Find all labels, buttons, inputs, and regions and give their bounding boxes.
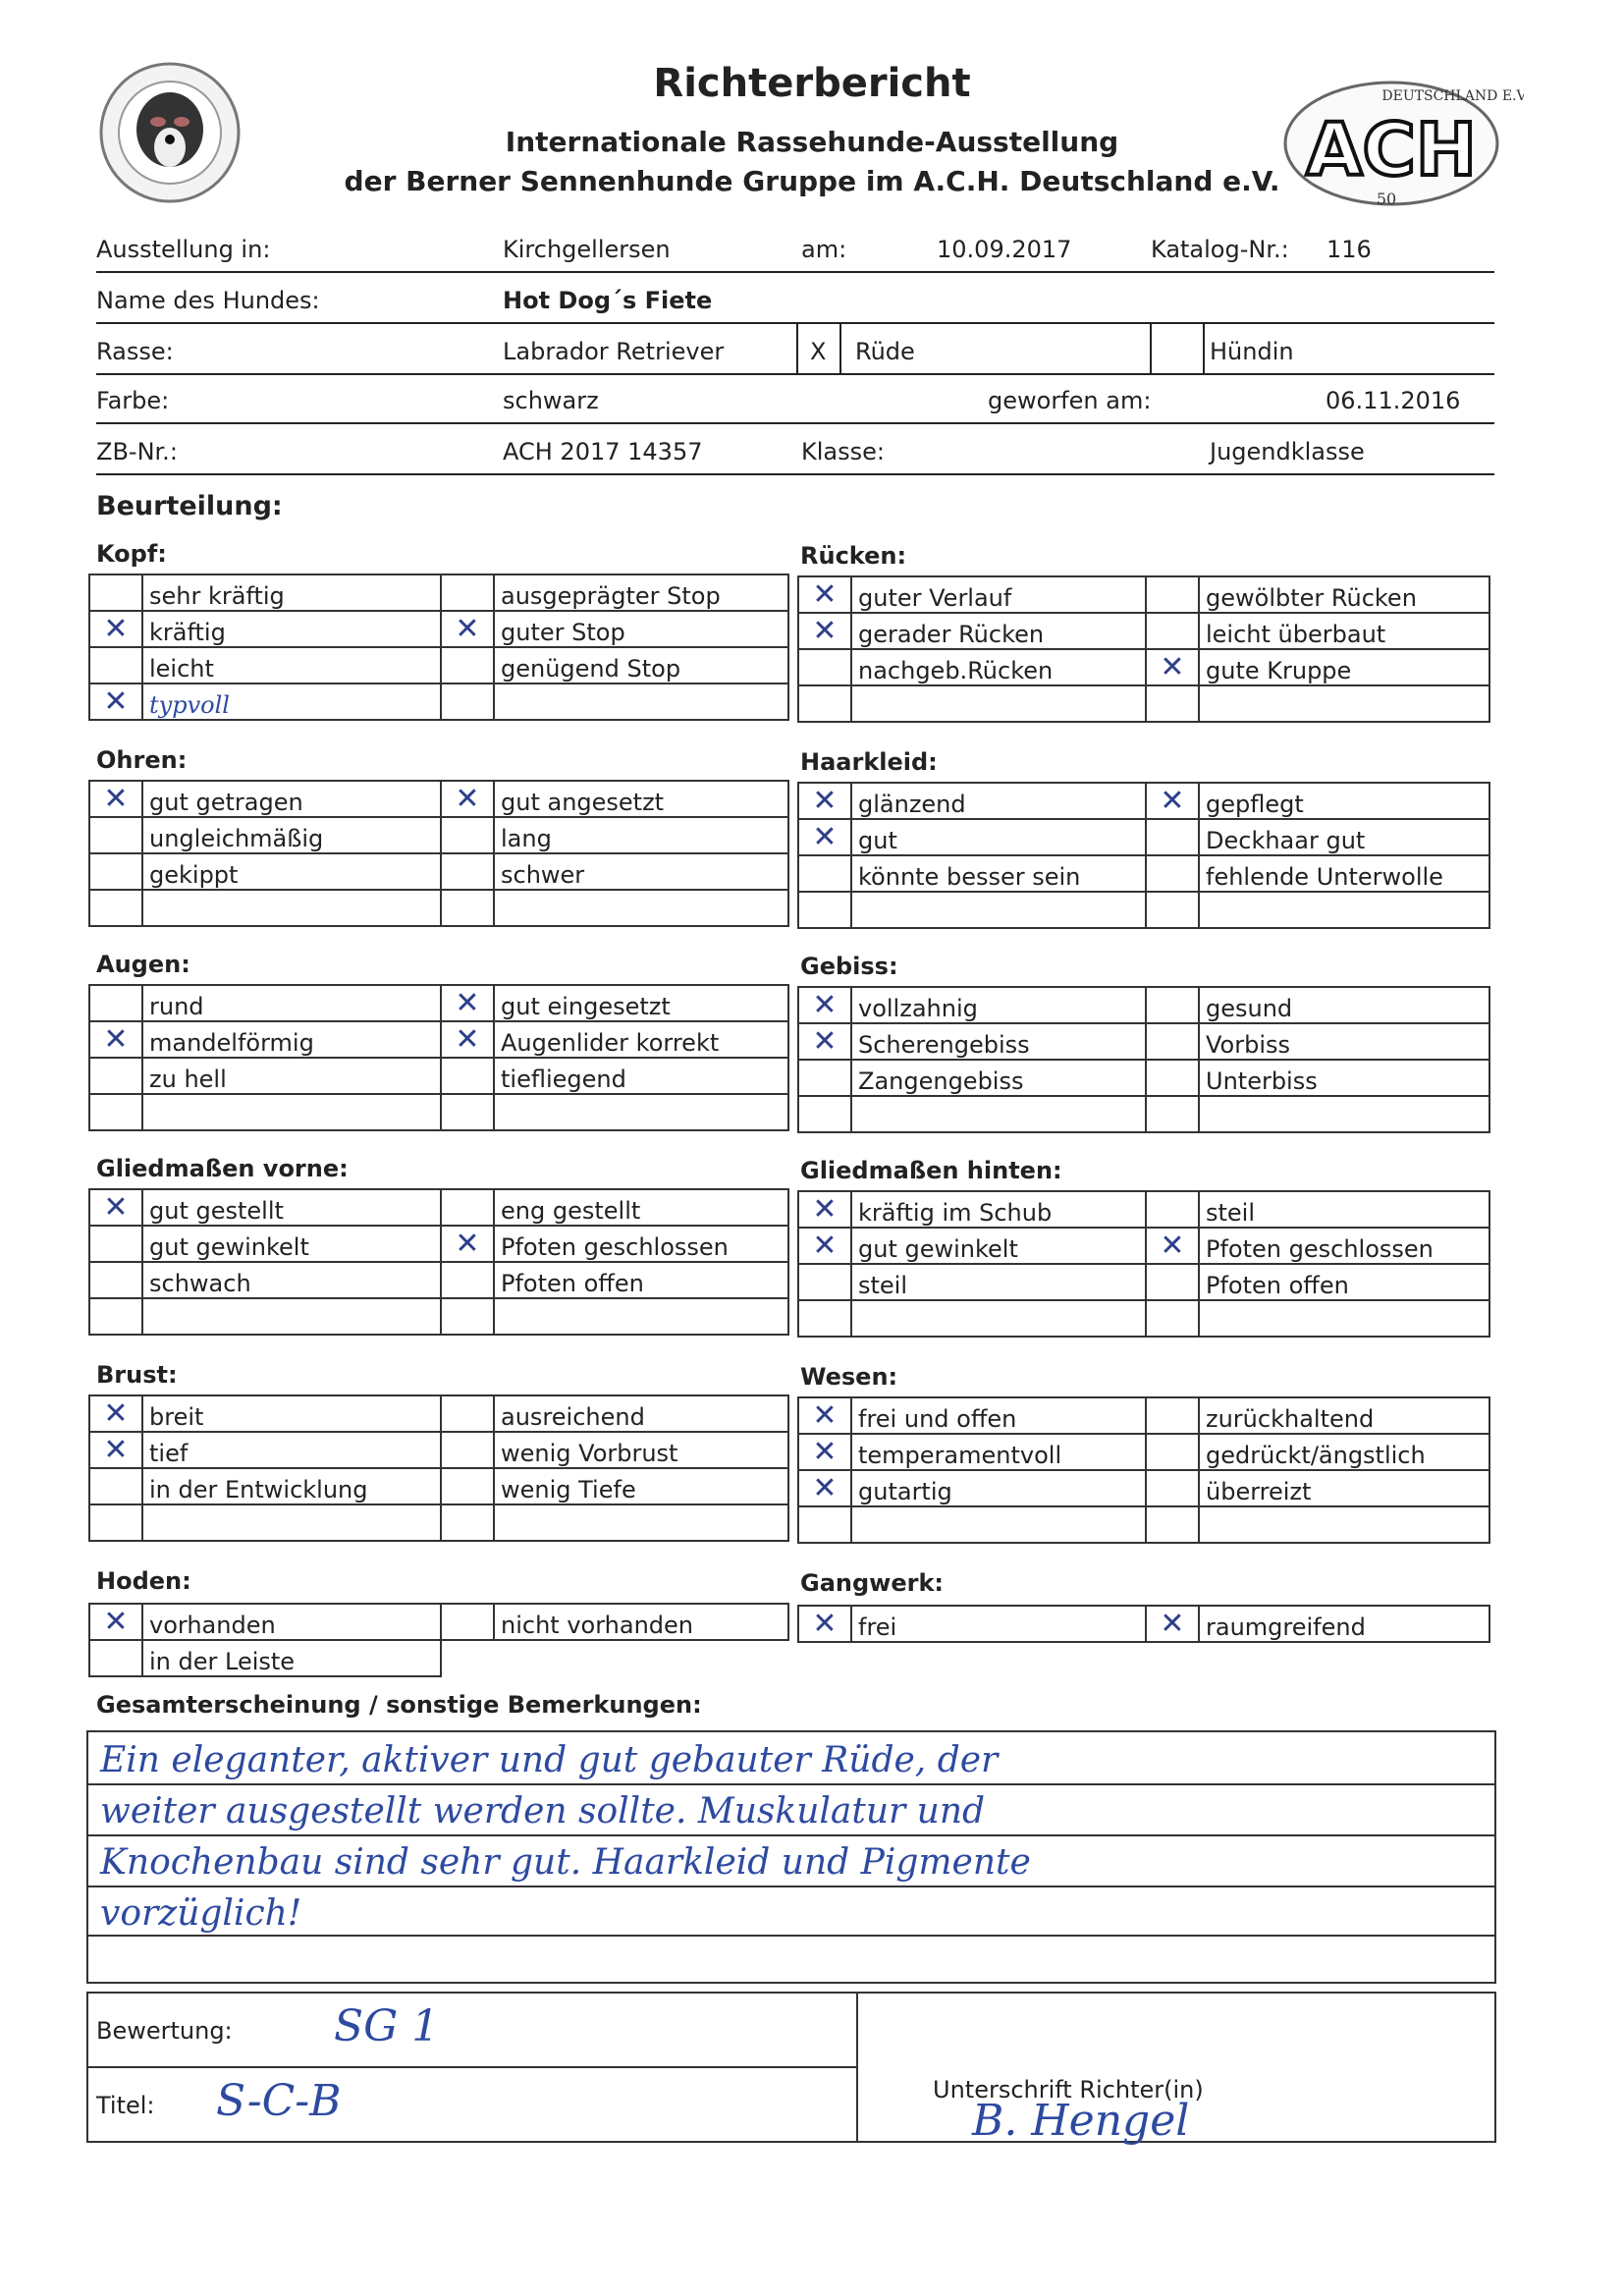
hoden-checkbox-nicht-vorhanden[interactable] bbox=[441, 1604, 494, 1640]
section-table-haarkleid bbox=[797, 782, 1490, 929]
ruecken-option-label: nachgeb.Rücken bbox=[851, 649, 1146, 685]
wesen-checkbox-1-l[interactable]: ✕ bbox=[798, 1434, 851, 1470]
section-table-kopf bbox=[88, 574, 789, 721]
section-title-wesen: Wesen: bbox=[800, 1363, 898, 1391]
augen-option-label bbox=[494, 1094, 788, 1130]
wesen-checkbox-0-l[interactable]: ✕ bbox=[798, 1397, 851, 1434]
augen-option-label: Augenlider korrekt bbox=[494, 1021, 788, 1058]
augen-option-label: mandelförmig bbox=[142, 1021, 441, 1058]
checklist-brust bbox=[88, 1394, 789, 1542]
ohren-option-label: gekippt bbox=[142, 853, 441, 890]
value-geworfen: 06.11.2016 bbox=[1326, 387, 1461, 414]
label-name: Name des Hundes: bbox=[96, 287, 320, 314]
label-ausstellung: Ausstellung in: bbox=[96, 236, 271, 263]
value-klasse: Jugendklasse bbox=[1210, 438, 1365, 465]
gebiss-checkbox-1-l[interactable]: ✕ bbox=[798, 1023, 851, 1060]
ohren-checkbox-1-r[interactable] bbox=[441, 817, 494, 853]
gebiss-option-label: Scherengebiss bbox=[851, 1023, 1146, 1060]
ohren-option-label: schwer bbox=[494, 853, 788, 890]
gebiss-option-label: gesund bbox=[1199, 987, 1489, 1023]
value-katalog: 116 bbox=[1326, 236, 1372, 263]
gebiss-option-label: Unterbiss bbox=[1199, 1060, 1489, 1096]
ruecken-checkbox-2-r[interactable]: ✕ bbox=[1146, 649, 1199, 685]
value-dog-name: Hot Dog´s Fiete bbox=[503, 287, 713, 314]
haarkleid-option-label: gepflegt bbox=[1199, 783, 1489, 819]
augen-option-label: zu hell bbox=[142, 1058, 441, 1094]
gh-option-label bbox=[851, 1300, 1146, 1337]
kopf-checkbox-3-r[interactable] bbox=[441, 683, 494, 720]
ohren-checkbox-3-r[interactable] bbox=[441, 890, 494, 926]
brust-option-label: breit bbox=[142, 1395, 441, 1432]
section-table-gliedmassen-hinten bbox=[797, 1190, 1490, 1338]
checklist-ruecken bbox=[797, 575, 1490, 723]
titel-label: Titel: bbox=[96, 2092, 155, 2119]
gv-option-label: Pfoten geschlossen bbox=[494, 1226, 788, 1262]
gv-checkbox-3-r[interactable] bbox=[441, 1298, 494, 1335]
kopf-option-label bbox=[494, 683, 788, 720]
haarkleid-option-label bbox=[1199, 892, 1489, 928]
row-farbe bbox=[96, 373, 1494, 424]
row-name bbox=[96, 273, 1494, 324]
svg-text:50: 50 bbox=[1376, 190, 1397, 208]
gebiss-checkbox-2-l[interactable] bbox=[798, 1060, 851, 1096]
gv-checkbox-2-r[interactable] bbox=[441, 1262, 494, 1298]
row-rasse bbox=[96, 324, 1494, 375]
ruecken-option-label: gewölbter Rücken bbox=[1199, 576, 1489, 613]
gh-checkbox-2-r[interactable] bbox=[1146, 1264, 1199, 1300]
brust-checkbox-3-l[interactable] bbox=[89, 1504, 142, 1541]
remarks-line-4: vorzüglich! bbox=[100, 1893, 302, 1934]
gv-checkbox-3-l[interactable] bbox=[89, 1298, 142, 1335]
gebiss-option-label bbox=[851, 1096, 1146, 1132]
ohren-checkbox-2-l[interactable] bbox=[89, 853, 142, 890]
section-title-hoden: Hoden: bbox=[96, 1567, 191, 1595]
haarkleid-option-label: glänzend bbox=[851, 783, 1146, 819]
brust-option-label bbox=[142, 1504, 441, 1541]
kopf-option-label: guter Stop bbox=[494, 611, 788, 647]
ruecken-checkbox-0-r[interactable] bbox=[1146, 576, 1199, 613]
section-title-haarkleid: Haarkleid: bbox=[800, 748, 938, 776]
section-table-ruecken bbox=[797, 575, 1490, 723]
ruecken-checkbox-3-r[interactable] bbox=[1146, 685, 1199, 722]
remarks-line-1: Ein eleganter, aktiver und gut gebauter Rüde, der bbox=[100, 1740, 999, 1780]
haarkleid-option-label bbox=[851, 892, 1146, 928]
augen-option-label: rund bbox=[142, 985, 441, 1021]
haarkleid-checkbox-0-l[interactable]: ✕ bbox=[798, 783, 851, 819]
wesen-checkbox-0-r[interactable] bbox=[1146, 1397, 1199, 1434]
ruecken-option-label bbox=[1199, 685, 1489, 722]
gebiss-checkbox-2-r[interactable] bbox=[1146, 1060, 1199, 1096]
ohren-option-label: lang bbox=[494, 817, 788, 853]
hoden-table bbox=[88, 1603, 789, 1677]
haarkleid-checkbox-1-l[interactable]: ✕ bbox=[798, 819, 851, 855]
section-title-ruecken: Rücken: bbox=[800, 542, 907, 570]
gebiss-option-label bbox=[1199, 1096, 1489, 1132]
label-farbe: Farbe: bbox=[96, 387, 170, 414]
remarks-box[interactable] bbox=[86, 1730, 1496, 1984]
haarkleid-checkbox-1-r[interactable] bbox=[1146, 819, 1199, 855]
section-title-gliedmassen-vorne: Gliedmaßen vorne: bbox=[96, 1155, 349, 1182]
checklist-augen bbox=[88, 984, 789, 1131]
augen-option-label bbox=[142, 1094, 441, 1130]
ohren-checkbox-3-l[interactable] bbox=[89, 890, 142, 926]
ruecken-option-label bbox=[851, 685, 1146, 722]
ruecken-checkbox-1-r[interactable] bbox=[1146, 613, 1199, 649]
kopf-option-label: kräftig bbox=[142, 611, 441, 647]
label-am: am: bbox=[801, 236, 847, 263]
wesen-option-label: gedrückt/ängstlich bbox=[1199, 1434, 1489, 1470]
value-date: 10.09.2017 bbox=[937, 236, 1072, 263]
gebiss-checkbox-0-l[interactable]: ✕ bbox=[798, 987, 851, 1023]
brust-option-label: in der Entwicklung bbox=[142, 1468, 441, 1504]
augen-checkbox-1-r[interactable]: ✕ bbox=[441, 1021, 494, 1058]
gv-checkbox-1-r[interactable]: ✕ bbox=[441, 1226, 494, 1262]
remarks-line-3: Knochenbau sind sehr gut. Haarkleid und Pigmente bbox=[100, 1842, 1031, 1883]
ohren-option-label: gut getragen bbox=[142, 781, 441, 817]
wesen-checkbox-2-r[interactable] bbox=[1146, 1470, 1199, 1506]
section-title-gliedmassen-hinten: Gliedmaßen hinten: bbox=[800, 1157, 1062, 1184]
label-huendin: Hündin bbox=[1210, 338, 1294, 365]
gh-option-label: Pfoten offen bbox=[1199, 1264, 1489, 1300]
checklist-ohren bbox=[88, 780, 789, 927]
kopf-checkbox-1-r[interactable]: ✕ bbox=[441, 611, 494, 647]
wesen-checkbox-3-l[interactable] bbox=[798, 1506, 851, 1543]
bewertung-value[interactable]: SG 1 bbox=[334, 2001, 440, 2051]
hoden-checkbox-leiste[interactable] bbox=[89, 1640, 142, 1676]
gv-option-label: schwach bbox=[142, 1262, 441, 1298]
kopf-checkbox-0-l[interactable] bbox=[89, 574, 142, 611]
gh-option-label: steil bbox=[851, 1264, 1146, 1300]
ruecken-checkbox-0-l[interactable]: ✕ bbox=[798, 576, 851, 613]
label-klasse: Klasse: bbox=[801, 438, 885, 465]
brust-option-label: wenig Vorbrust bbox=[494, 1432, 788, 1468]
augen-checkbox-2-r[interactable] bbox=[441, 1058, 494, 1094]
gv-option-label bbox=[494, 1298, 788, 1335]
row-ausstellung bbox=[96, 222, 1494, 273]
bewertung-label: Bewertung: bbox=[96, 2017, 233, 2045]
hoden-label-leiste: in der Leiste bbox=[142, 1640, 441, 1676]
gv-option-label: gut gestellt bbox=[142, 1189, 441, 1226]
gv-option-label bbox=[142, 1298, 441, 1335]
ohren-checkbox-0-r[interactable]: ✕ bbox=[441, 781, 494, 817]
kopf-checkbox-2-l[interactable] bbox=[89, 647, 142, 683]
ruecken-option-label: leicht überbaut bbox=[1199, 613, 1489, 649]
row-zb bbox=[96, 424, 1494, 475]
ohren-checkbox-2-r[interactable] bbox=[441, 853, 494, 890]
section-table-brust bbox=[88, 1394, 789, 1542]
remarks-label: Gesamterscheinung / sonstige Bemerkungen: bbox=[96, 1691, 702, 1719]
checklist-haarkleid bbox=[797, 782, 1490, 929]
brust-checkbox-0-r[interactable] bbox=[441, 1395, 494, 1432]
document-title: Richterbericht bbox=[653, 61, 971, 106]
wesen-option-label: zurückhaltend bbox=[1199, 1397, 1489, 1434]
section-table-ohren bbox=[88, 780, 789, 927]
haarkleid-option-label: gut bbox=[851, 819, 1146, 855]
brust-checkbox-3-r[interactable] bbox=[441, 1504, 494, 1541]
judge-signature[interactable]: B. Hengel bbox=[972, 2096, 1190, 2146]
kopf-option-label: genügend Stop bbox=[494, 647, 788, 683]
gv-checkbox-2-l[interactable] bbox=[89, 1262, 142, 1298]
gangwerk-checkbox-frei[interactable]: ✕ bbox=[798, 1606, 851, 1642]
ruecken-checkbox-3-l[interactable] bbox=[798, 685, 851, 722]
checklist-gebiss bbox=[797, 986, 1490, 1133]
gangwerk-label-frei: frei bbox=[851, 1606, 1146, 1642]
wesen-checkbox-2-l[interactable]: ✕ bbox=[798, 1470, 851, 1506]
kopf-option-label: sehr kräftig bbox=[142, 574, 441, 611]
checklist-kopf bbox=[88, 574, 789, 721]
ruecken-option-label: guter Verlauf bbox=[851, 576, 1146, 613]
value-farbe: schwarz bbox=[503, 387, 599, 414]
ruecken-option-label: gute Kruppe bbox=[1199, 649, 1489, 685]
checklist-gv bbox=[88, 1188, 789, 1336]
ohren-option-label: gut angesetzt bbox=[494, 781, 788, 817]
gh-checkbox-3-l[interactable] bbox=[798, 1300, 851, 1337]
wesen-option-label: frei und offen bbox=[851, 1397, 1146, 1434]
gebiss-option-label: Zangengebiss bbox=[851, 1060, 1146, 1096]
wesen-option-label bbox=[851, 1506, 1146, 1543]
section-title-kopf: Kopf: bbox=[96, 540, 167, 568]
kopf-checkbox-1-l[interactable]: ✕ bbox=[89, 611, 142, 647]
wesen-checkbox-1-r[interactable] bbox=[1146, 1434, 1199, 1470]
ohren-option-label: ungleichmäßig bbox=[142, 817, 441, 853]
brust-option-label: wenig Tiefe bbox=[494, 1468, 788, 1504]
brust-option-label: ausreichend bbox=[494, 1395, 788, 1432]
gv-checkbox-0-r[interactable] bbox=[441, 1189, 494, 1226]
section-title-gebiss: Gebiss: bbox=[800, 953, 898, 980]
gh-checkbox-0-l[interactable]: ✕ bbox=[798, 1191, 851, 1228]
brust-checkbox-2-r[interactable] bbox=[441, 1468, 494, 1504]
gh-option-label: steil bbox=[1199, 1191, 1489, 1228]
haarkleid-checkbox-2-l[interactable] bbox=[798, 855, 851, 892]
ruecken-option-label: gerader Rücken bbox=[851, 613, 1146, 649]
brust-checkbox-2-l[interactable] bbox=[89, 1468, 142, 1504]
augen-checkbox-3-r[interactable] bbox=[441, 1094, 494, 1130]
wesen-option-label: überreizt bbox=[1199, 1470, 1489, 1506]
hoden-checkbox-vorhanden[interactable]: ✕ bbox=[89, 1604, 142, 1640]
haarkleid-checkbox-2-r[interactable] bbox=[1146, 855, 1199, 892]
wesen-option-label: gutartig bbox=[851, 1470, 1146, 1506]
label-ruede: Rüde bbox=[855, 338, 915, 365]
brust-checkbox-1-l[interactable]: ✕ bbox=[89, 1432, 142, 1468]
kopf-option-label: leicht bbox=[142, 647, 441, 683]
ohren-checkbox-1-l[interactable] bbox=[89, 817, 142, 853]
gebiss-checkbox-0-r[interactable] bbox=[1146, 987, 1199, 1023]
label-zb: ZB-Nr.: bbox=[96, 438, 178, 465]
gebiss-option-label: vollzahnig bbox=[851, 987, 1146, 1023]
wesen-option-label: temperamentvoll bbox=[851, 1434, 1146, 1470]
haarkleid-option-label: könnte besser sein bbox=[851, 855, 1146, 892]
brust-checkbox-1-r[interactable] bbox=[441, 1432, 494, 1468]
gh-checkbox-0-r[interactable] bbox=[1146, 1191, 1199, 1228]
gh-checkbox-1-l[interactable]: ✕ bbox=[798, 1228, 851, 1264]
brust-option-label: tief bbox=[142, 1432, 441, 1468]
gangwerk-label-raumgreifend: raumgreifend bbox=[1199, 1606, 1489, 1642]
section-title-brust: Brust: bbox=[96, 1361, 178, 1389]
checklist-gh bbox=[797, 1190, 1490, 1338]
section-table-augen bbox=[88, 984, 789, 1131]
gebiss-checkbox-3-r[interactable] bbox=[1146, 1096, 1199, 1132]
label-geworfen: geworfen am: bbox=[988, 387, 1152, 414]
gh-option-label: gut gewinkelt bbox=[851, 1228, 1146, 1264]
haarkleid-option-label: Deckhaar gut bbox=[1199, 819, 1489, 855]
gv-option-label: gut gewinkelt bbox=[142, 1226, 441, 1262]
gh-option-label: kräftig im Schub bbox=[851, 1191, 1146, 1228]
brust-checkbox-0-l[interactable]: ✕ bbox=[89, 1395, 142, 1432]
haarkleid-checkbox-0-r[interactable]: ✕ bbox=[1146, 783, 1199, 819]
ruecken-checkbox-2-l[interactable] bbox=[798, 649, 851, 685]
beurteilung-heading: Beurteilung: bbox=[96, 491, 283, 521]
gh-checkbox-1-r[interactable]: ✕ bbox=[1146, 1228, 1199, 1264]
remarks-line-2: weiter ausgestellt werden sollte. Muskulatur und bbox=[100, 1791, 986, 1831]
subtitle-exhibition: Internationale Rassehunde-Ausstellung bbox=[505, 126, 1119, 158]
augen-checkbox-2-l[interactable] bbox=[89, 1058, 142, 1094]
rating-box bbox=[86, 1992, 1496, 2146]
gh-checkbox-2-l[interactable] bbox=[798, 1264, 851, 1300]
section-title-gangwerk: Gangwerk: bbox=[800, 1569, 945, 1597]
gebiss-option-label: Vorbiss bbox=[1199, 1023, 1489, 1060]
haarkleid-option-label: fehlende Unterwolle bbox=[1199, 855, 1489, 892]
gv-option-label: eng gestellt bbox=[494, 1189, 788, 1226]
ohren-checkbox-0-l[interactable]: ✕ bbox=[89, 781, 142, 817]
augen-option-label: gut eingesetzt bbox=[494, 985, 788, 1021]
augen-checkbox-0-r[interactable]: ✕ bbox=[441, 985, 494, 1021]
ohren-option-label bbox=[142, 890, 441, 926]
label-rasse: Rasse: bbox=[96, 338, 174, 365]
augen-checkbox-1-l[interactable]: ✕ bbox=[89, 1021, 142, 1058]
brust-option-label bbox=[494, 1504, 788, 1541]
section-table-gebiss bbox=[797, 986, 1490, 1133]
unterschrift-label: Unterschrift Richter(in) bbox=[933, 2076, 1204, 2104]
wesen-checkbox-3-r[interactable] bbox=[1146, 1506, 1199, 1543]
haarkleid-checkbox-3-l[interactable] bbox=[798, 892, 851, 928]
section-title-ohren: Ohren: bbox=[96, 746, 188, 774]
titel-value[interactable]: S-C-B bbox=[216, 2076, 342, 2126]
label-katalog: Katalog-Nr.: bbox=[1151, 236, 1289, 263]
gv-checkbox-0-l[interactable]: ✕ bbox=[89, 1189, 142, 1226]
kopf-option-label: typvoll bbox=[142, 683, 441, 720]
section-table-wesen bbox=[797, 1396, 1490, 1544]
section-table-gliedmassen-vorne bbox=[88, 1188, 789, 1336]
svg-text:ACH: ACH bbox=[1306, 108, 1477, 192]
gh-checkbox-3-r[interactable] bbox=[1146, 1300, 1199, 1337]
hoden-label-nicht-vorhanden: nicht vorhanden bbox=[494, 1604, 788, 1640]
svg-text:DEUTSCHLAND E.V.: DEUTSCHLAND E.V. bbox=[1381, 88, 1524, 104]
ohren-option-label bbox=[494, 890, 788, 926]
augen-checkbox-3-l[interactable] bbox=[89, 1094, 142, 1130]
checklist-wesen bbox=[797, 1396, 1490, 1544]
gebiss-checkbox-3-l[interactable] bbox=[798, 1096, 851, 1132]
value-ausstellung: Kirchgellersen bbox=[503, 236, 671, 263]
augen-option-label: tiefliegend bbox=[494, 1058, 788, 1094]
gv-option-label: Pfoten offen bbox=[494, 1262, 788, 1298]
hoden-label-vorhanden: vorhanden bbox=[142, 1604, 441, 1640]
gh-option-label: Pfoten geschlossen bbox=[1199, 1228, 1489, 1264]
section-title-augen: Augen: bbox=[96, 951, 190, 978]
gangwerk-checkbox-raumgreifend[interactable]: ✕ bbox=[1146, 1606, 1199, 1642]
haarkleid-checkbox-3-r[interactable] bbox=[1146, 892, 1199, 928]
value-zb: ACH 2017 14357 bbox=[503, 438, 703, 465]
gh-option-label bbox=[1199, 1300, 1489, 1337]
subtitle-organizer: der Berner Sennenhunde Gruppe im A.C.H. Deutschland e.V. bbox=[344, 165, 1280, 197]
kopf-checkbox-0-r[interactable] bbox=[441, 574, 494, 611]
value-rasse: Labrador Retriever bbox=[503, 338, 725, 365]
kopf-checkbox-3-l[interactable]: ✕ bbox=[89, 683, 142, 720]
augen-checkbox-0-l[interactable] bbox=[89, 985, 142, 1021]
gangwerk-table bbox=[797, 1605, 1490, 1643]
kopf-checkbox-2-r[interactable] bbox=[441, 647, 494, 683]
gebiss-checkbox-1-r[interactable] bbox=[1146, 1023, 1199, 1060]
kopf-option-label: ausgeprägter Stop bbox=[494, 574, 788, 611]
gv-checkbox-1-l[interactable] bbox=[89, 1226, 142, 1262]
ruecken-checkbox-1-l[interactable]: ✕ bbox=[798, 613, 851, 649]
ruede-checkbox-mark: X bbox=[810, 338, 827, 365]
wesen-option-label bbox=[1199, 1506, 1489, 1543]
